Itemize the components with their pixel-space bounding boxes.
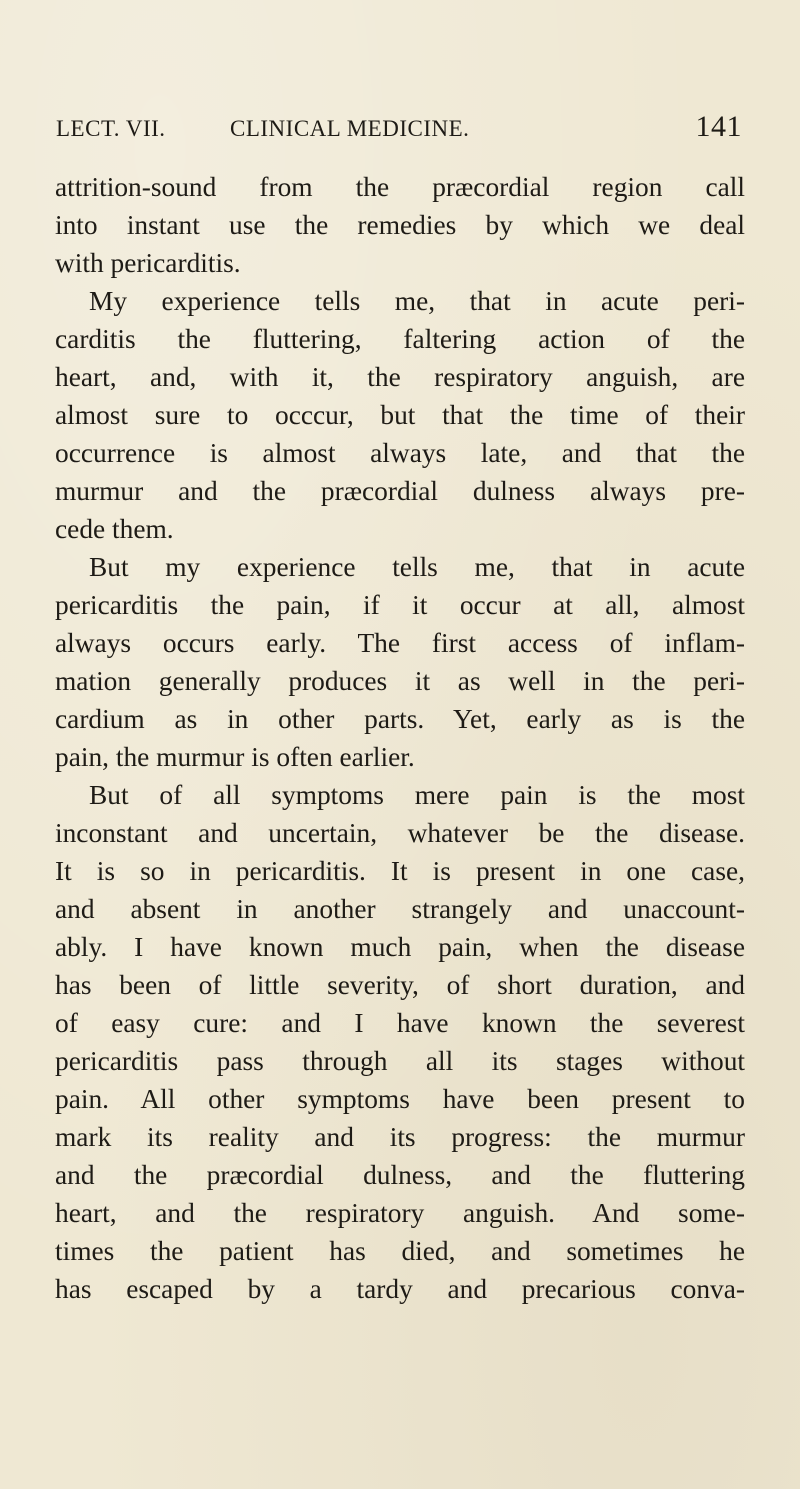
text-line: has escaped by a tardy and precarious conva- — [55, 1274, 745, 1304]
text-line: inconstant and uncertain, whatever be the disease. — [55, 818, 745, 848]
text-line: of easy cure: and I have known the severest — [55, 1008, 745, 1038]
running-title: CLINICAL MEDICINE. — [230, 116, 470, 141]
text-line: heart, and the respiratory anguish. And some- — [55, 1198, 745, 1228]
text-line: always occurs early. The first access of inflam- — [55, 628, 745, 658]
text-line: pericarditis pass through all its stages without — [55, 1046, 745, 1076]
running-header — [56, 110, 742, 156]
page-number: 141 — [695, 110, 742, 143]
text-line: pain, the murmur is often earlier. — [55, 742, 415, 772]
text-line: and absent in another strangely and unaccount- — [55, 894, 745, 924]
text-line: pericarditis the pain, if it occur at all, almost — [55, 590, 745, 620]
text-line: carditis the fluttering, faltering action of the — [55, 324, 745, 354]
text-line: times the patient has died, and sometimes he — [55, 1236, 745, 1266]
text-line: cede them. — [55, 514, 174, 544]
text-line: murmur and the præcordial dulness always pre- — [55, 476, 745, 506]
text-line: attrition-sound from the præcordial region call — [55, 172, 745, 202]
paragraph-start-line: But my experience tells me, that in acute — [89, 552, 745, 582]
text-line: pain. All other symptoms have been present to — [55, 1084, 745, 1114]
body-text — [55, 168, 745, 1308]
text-line: occurrence is almost always late, and that the — [55, 438, 745, 468]
text-line: It is so in pericarditis. It is present in one case, — [55, 856, 745, 886]
paragraph-start-line: But of all symptoms mere pain is the most — [89, 780, 745, 810]
text-line: mation generally produces it as well in the peri- — [55, 666, 745, 696]
lecture-label: LECT. VII. — [56, 116, 166, 141]
text-line: has been of little severity, of short duration, and — [55, 970, 745, 1000]
paragraph-start-line: My experience tells me, that in acute peri- — [89, 286, 745, 316]
text-line: with pericarditis. — [55, 248, 241, 278]
text-line: mark its reality and its progress: the murmur — [55, 1122, 745, 1152]
text-line: and the præcordial dulness, and the fluttering — [55, 1160, 745, 1190]
text-line: ably. I have known much pain, when the disease — [55, 932, 745, 962]
text-line: into instant use the remedies by which we deal — [55, 210, 745, 240]
text-line: heart, and, with it, the respiratory anguish, are — [55, 362, 745, 392]
text-line: cardium as in other parts. Yet, early as is the — [55, 704, 745, 734]
text-line: almost sure to occcur, but that the time of their — [55, 400, 745, 430]
